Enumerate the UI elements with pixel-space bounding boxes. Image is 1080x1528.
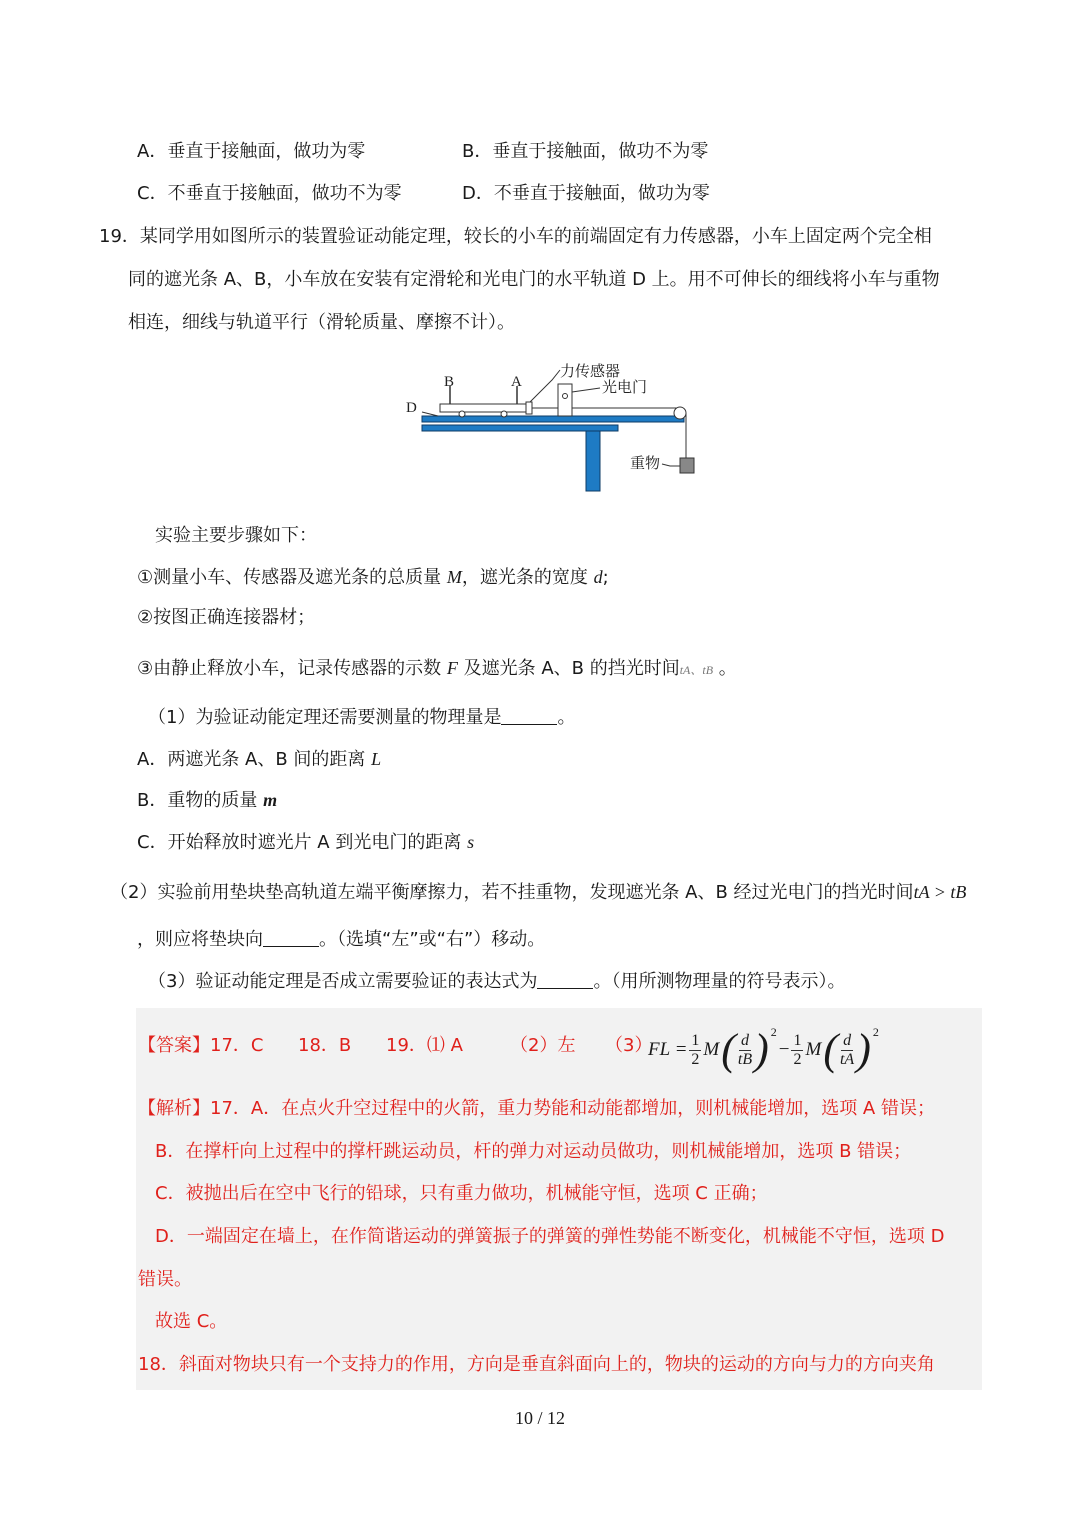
formula-d-over-ta: $\frac{d}{tA}$ <box>839 1031 855 1068</box>
step3-text: ③由静止释放小车，记录传感器的示数 <box>137 658 442 679</box>
answer-formula: FL = $\frac{1}{2}$ M ( $\frac{d}{tB}$ ) 2 − $\frac{1}{2}$ M ( $\frac{d}{tA}$ ) 2 <box>648 1024 879 1074</box>
step3-mid: 及遮光条 A、B 的挡光时间 <box>463 658 680 679</box>
cart-wheel-2 <box>501 411 507 417</box>
answer-q19-3-label: （3） <box>605 1035 653 1056</box>
page-number: 10 / 12 <box>514 1408 565 1428</box>
answer-blank-2 <box>263 928 319 947</box>
formula-exp-2: 2 <box>872 1024 879 1039</box>
var-m: m <box>263 790 278 810</box>
photogate <box>558 384 572 416</box>
analysis-line1-text: 17．A．在点火升空过程中的火箭，重力势能和动能都增加，则机械能增加，选项 A 错误； <box>210 1098 935 1119</box>
step-2: ②按图正确连接器材； <box>137 607 316 628</box>
q18-option-d: D．不垂直于接触面，做功为零 <box>462 183 710 204</box>
answer-line <box>138 1034 263 1058</box>
track-lower <box>422 425 618 431</box>
answer-blank-3 <box>537 970 593 989</box>
answer-q19-1: 19．⑴ A <box>386 1035 463 1056</box>
analysis-line3: C．被抛出后在空中飞行的铅球，只有重力做功，机械能守恒，选项 C 正确； <box>155 1183 768 1204</box>
sub2-condition: tA > tB <box>913 882 967 902</box>
figure-label-a: A <box>511 374 522 390</box>
option-c <box>137 830 474 855</box>
sub3-text: （3）验证动能定理是否成立需要验证的表达式为 <box>148 971 538 992</box>
formula-d-over-tb: $\frac{d}{tB}$ <box>737 1031 753 1068</box>
var-d: d <box>593 567 603 587</box>
option-b-text: B．重物的质量 <box>137 790 258 811</box>
force-sensor <box>526 402 532 414</box>
answer-q17: 17．C <box>210 1035 264 1056</box>
track-leg <box>586 431 600 491</box>
sub-question-2-line2 <box>137 928 545 952</box>
figure-label-d: D <box>406 400 417 416</box>
formula-minus: − <box>778 1039 790 1060</box>
var-f: F <box>446 658 458 678</box>
step1-mid: ，遮光条的宽度 <box>461 567 588 588</box>
sub-question-2-line1 <box>110 880 966 905</box>
pulley <box>674 407 686 419</box>
sub3-end: 。（用所测物理量的符号表示）。 <box>593 971 846 992</box>
option-c-text: C．开始释放时遮光片 A 到光电门的距离 <box>137 832 462 853</box>
figure-label-gate: 光电门 <box>602 380 648 396</box>
formula-m-1: M <box>703 1039 720 1060</box>
step-1 <box>137 565 609 590</box>
apparatus-figure <box>400 358 710 498</box>
cart-wheel-1 <box>459 411 465 417</box>
option-a <box>137 747 381 772</box>
sub2-line2-b: 。（选填“左”或“右”）移动。 <box>319 929 546 950</box>
figure-label-sensor: 力传感器 <box>560 364 621 380</box>
sub1-end: 。 <box>557 707 576 728</box>
answer-blank-1 <box>501 706 557 725</box>
analysis-line5: 错误。 <box>138 1269 192 1290</box>
q18-option-b: B．垂直于接触面，做功不为零 <box>462 141 709 162</box>
sub-question-3 <box>148 970 845 994</box>
answer-q19-2: （2）左 <box>510 1035 576 1056</box>
figure-label-b: B <box>444 374 455 390</box>
formula-m-2: M <box>805 1039 822 1060</box>
q18-option-c: C．不垂直于接触面，做功不为零 <box>137 183 402 204</box>
formula-half-1: $\frac{1}{2}$ <box>691 1031 700 1068</box>
q18-option-a: A．垂直于接触面，做功为零 <box>137 141 366 162</box>
steps-title: 实验主要步骤如下： <box>155 525 317 546</box>
step3-end: 。 <box>718 658 737 679</box>
var-s: s <box>467 832 475 852</box>
formula-exp-1: 2 <box>770 1024 777 1039</box>
sub2-text: （2）实验前用垫块垫高轨道左端平衡摩擦力，若不挂重物，发现遮光条 A、B 经过光电门的挡光时间 <box>110 882 914 903</box>
var-ta-tb: tA、tB <box>679 663 714 677</box>
analysis-line1 <box>138 1097 935 1121</box>
sub-question-1 <box>148 706 575 730</box>
step1-text: ①测量小车、传感器及遮光条的总质量 <box>137 567 442 588</box>
formula-lhs: FL = <box>648 1039 688 1060</box>
step-3 <box>137 656 737 682</box>
cart <box>440 404 532 412</box>
var-m-total: M <box>446 567 462 587</box>
analysis-line7: 18．斜面对物块只有一个支持力的作用，方向是垂直斜面向上的，物块的运动的方向与力的方向夹角 <box>138 1354 935 1375</box>
analysis-line4: D．一端固定在墙上，在作简谐运动的弹簧振子的弹簧的弹性势能不断变化，机械能不守恒，选项 D <box>155 1226 945 1247</box>
answer-tag: 【答案】 <box>138 1035 210 1056</box>
q19-stem-line3: 相连，细线与轨道平行（滑轮质量、摩擦不计）。 <box>128 312 515 333</box>
analysis-line2: B．在撑杆向上过程中的撑杆跳运动员，杆的弹力对运动员做功，则机械能增加，选项 B 错误； <box>155 1141 912 1162</box>
figure-label-weight: 重物 <box>630 456 661 472</box>
formula-half-2: $\frac{1}{2}$ <box>793 1031 802 1068</box>
step1-end: ; <box>602 567 609 588</box>
weight-block <box>680 458 694 473</box>
var-l: L <box>371 749 382 769</box>
q19-stem-line2: 同的遮光条 A、B，小车放在安装有定滑轮和光电门的水平轨道 D 上。用不可伸长的细线将小车与重物 <box>128 269 940 290</box>
sub1-text: （1）为验证动能定理还需要测量的物理量是 <box>148 707 502 728</box>
q19-stem-line1: 19．某同学用如图所示的装置验证动能定理，较长的小车的前端固定有力传感器，小车上固定两个完全相 <box>99 226 932 247</box>
option-a-text: A．两遮光条 A、B 间的距离 <box>137 749 366 770</box>
analysis-tag: 【解析】 <box>138 1098 210 1119</box>
option-b <box>137 788 277 813</box>
answer-q18: 18．B <box>298 1035 352 1056</box>
analysis-line6: 故选 C。 <box>155 1311 228 1332</box>
sub2-line2-a: ，则应将垫块向 <box>137 929 263 950</box>
